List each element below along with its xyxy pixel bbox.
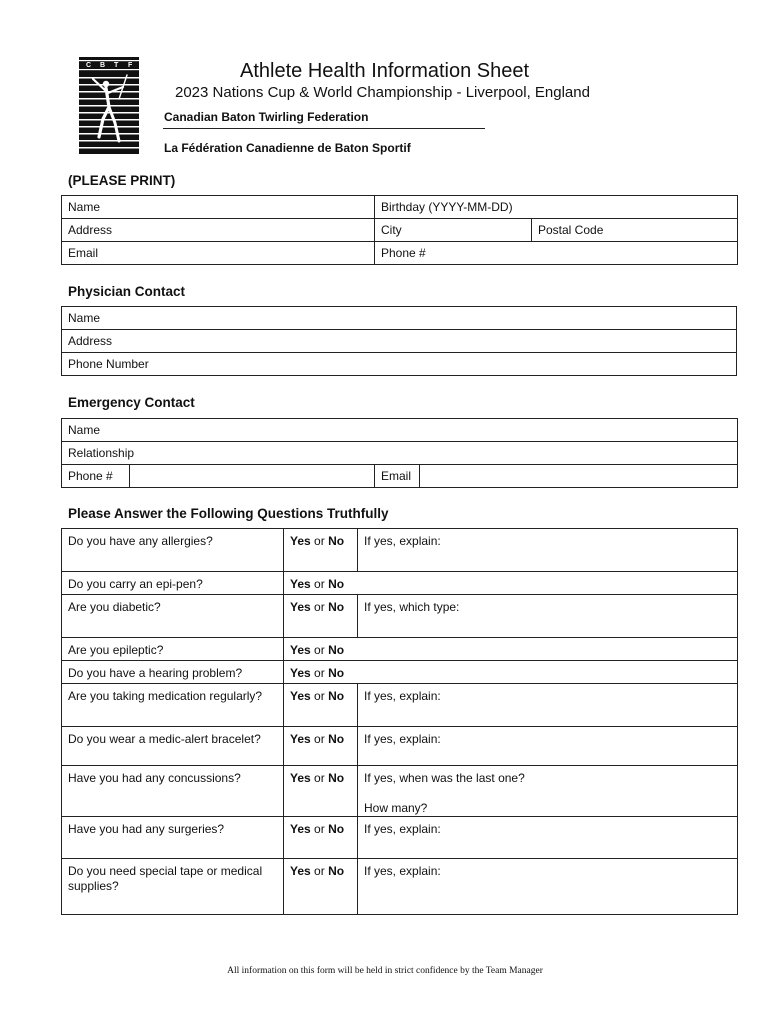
or-text: or: [314, 643, 325, 657]
explanation-field[interactable]: [358, 684, 738, 727]
no-option[interactable]: No: [328, 577, 345, 591]
event-subtitle: 2023 Nations Cup & World Championship - Liverpool, England: [175, 84, 590, 101]
question-row: [62, 595, 738, 638]
explanation-field[interactable]: [358, 595, 738, 638]
logo-letter: B: [100, 62, 106, 69]
question-text: Do you have a hearing problem?: [62, 661, 284, 684]
athlete-postal-code-field[interactable]: Postal Code: [532, 219, 738, 242]
yes-no-choice[interactable]: [284, 859, 358, 915]
question-row: [62, 817, 738, 859]
yes-option[interactable]: Yes: [290, 864, 311, 878]
form-title: Athlete Health Information Sheet: [240, 60, 530, 82]
yes-option[interactable]: Yes: [290, 689, 311, 703]
explanation-field[interactable]: [358, 727, 738, 766]
explanation-prompt: If yes, explain:: [364, 822, 441, 836]
no-option[interactable]: No: [328, 600, 345, 614]
yes-option[interactable]: Yes: [290, 600, 311, 614]
confidentiality-footer: All information on this form will be held in strict confidence by the Team Manager: [227, 966, 543, 976]
explanation-prompt: If yes, explain:: [364, 732, 441, 746]
no-option[interactable]: No: [328, 864, 345, 878]
emergency-phone-label: Phone #: [62, 465, 130, 488]
emergency-contact-heading: Emergency Contact: [68, 395, 195, 410]
yes-option[interactable]: Yes: [290, 534, 311, 548]
no-option[interactable]: No: [328, 822, 345, 836]
question-text: Do you have any allergies?: [62, 529, 284, 572]
yes-no-choice[interactable]: [284, 817, 358, 859]
health-questions-table: [61, 528, 738, 915]
no-option[interactable]: No: [328, 643, 345, 657]
yes-option[interactable]: Yes: [290, 732, 311, 746]
yes-no-choice[interactable]: [284, 727, 358, 766]
physician-table: [61, 306, 737, 376]
or-text: or: [314, 864, 325, 878]
yes-option[interactable]: Yes: [290, 822, 311, 836]
or-text: or: [314, 534, 325, 548]
question-row: [62, 638, 738, 661]
yes-option[interactable]: Yes: [290, 577, 311, 591]
emergency-email-input[interactable]: [420, 465, 738, 488]
organization-name-english: Canadian Baton Twirling Federation: [164, 110, 369, 124]
no-option[interactable]: No: [328, 689, 345, 703]
please-print-heading: (PLEASE PRINT): [68, 173, 176, 188]
athlete-birthday-field[interactable]: Birthday (YYYY-MM-DD): [375, 196, 738, 219]
yes-no-choice[interactable]: [284, 766, 358, 817]
explanation-prompt: If yes, when was the last one?: [364, 771, 525, 785]
or-text: or: [314, 689, 325, 703]
athlete-address-field[interactable]: Address: [62, 219, 375, 242]
athlete-info-table: [61, 195, 738, 265]
question-row: [62, 859, 738, 915]
physician-phone-field[interactable]: Phone Number: [62, 353, 737, 376]
explanation-prompt-secondary: How many?: [364, 801, 428, 815]
question-text: Do you need special tape or medical supplies?: [62, 859, 284, 915]
explanation-prompt: If yes, explain:: [364, 689, 441, 703]
physician-name-field[interactable]: Name: [62, 307, 737, 330]
question-row: [62, 766, 738, 817]
cbtf-logo: [79, 57, 139, 154]
organization-name-french: La Fédération Canadienne de Baton Sportif: [164, 141, 411, 155]
explanation-field[interactable]: [358, 859, 738, 915]
question-row: [62, 572, 738, 595]
yes-no-choice[interactable]: [284, 529, 358, 572]
question-row: [62, 684, 738, 727]
yes-no-choice[interactable]: [284, 661, 738, 684]
yes-option[interactable]: Yes: [290, 643, 311, 657]
athlete-city-field[interactable]: City: [375, 219, 532, 242]
or-text: or: [314, 666, 325, 680]
emergency-relationship-field[interactable]: Relationship: [62, 442, 738, 465]
physician-address-field[interactable]: Address: [62, 330, 737, 353]
explanation-prompt: If yes, which type:: [364, 600, 460, 614]
explanation-field[interactable]: [358, 529, 738, 572]
question-text: Are you epileptic?: [62, 638, 284, 661]
question-row: [62, 727, 738, 766]
yes-no-choice[interactable]: [284, 684, 358, 727]
question-row: [62, 529, 738, 572]
question-row: [62, 661, 738, 684]
no-option[interactable]: No: [328, 732, 345, 746]
emergency-email-label: Email: [375, 465, 420, 488]
yes-no-choice[interactable]: [284, 595, 358, 638]
logo-letter: C: [86, 62, 92, 69]
athlete-name-field[interactable]: Name: [62, 196, 375, 219]
explanation-field[interactable]: [358, 817, 738, 859]
questions-heading: Please Answer the Following Questions Truthfully: [68, 506, 389, 521]
explanation-field[interactable]: [358, 766, 738, 817]
question-text: Are you diabetic?: [62, 595, 284, 638]
header-divider: [163, 128, 485, 129]
question-text: Have you had any surgeries?: [62, 817, 284, 859]
explanation-prompt: If yes, explain:: [364, 864, 441, 878]
yes-option[interactable]: Yes: [290, 771, 311, 785]
or-text: or: [314, 732, 325, 746]
question-text: Do you wear a medic-alert bracelet?: [62, 727, 284, 766]
or-text: or: [314, 600, 325, 614]
or-text: or: [314, 577, 325, 591]
no-option[interactable]: No: [328, 666, 345, 680]
athlete-email-field[interactable]: Email: [62, 242, 375, 265]
athlete-phone-field[interactable]: Phone #: [375, 242, 738, 265]
emergency-table: [61, 418, 738, 488]
explanation-prompt: If yes, explain:: [364, 534, 441, 548]
yes-option[interactable]: Yes: [290, 666, 311, 680]
yes-no-choice[interactable]: [284, 638, 738, 661]
or-text: or: [314, 771, 325, 785]
physician-contact-heading: Physician Contact: [68, 284, 186, 299]
logo-letter: F: [128, 62, 133, 69]
emergency-name-field[interactable]: Name: [62, 419, 738, 442]
logo-letter: T: [114, 62, 119, 69]
or-text: or: [314, 822, 325, 836]
yes-no-choice[interactable]: [284, 572, 738, 595]
question-text: Have you had any concussions?: [62, 766, 284, 817]
emergency-phone-input[interactable]: [130, 465, 375, 488]
no-option[interactable]: No: [328, 534, 345, 548]
no-option[interactable]: No: [328, 771, 345, 785]
question-text: Do you carry an epi-pen?: [62, 572, 284, 595]
question-text: Are you taking medication regularly?: [62, 684, 284, 727]
